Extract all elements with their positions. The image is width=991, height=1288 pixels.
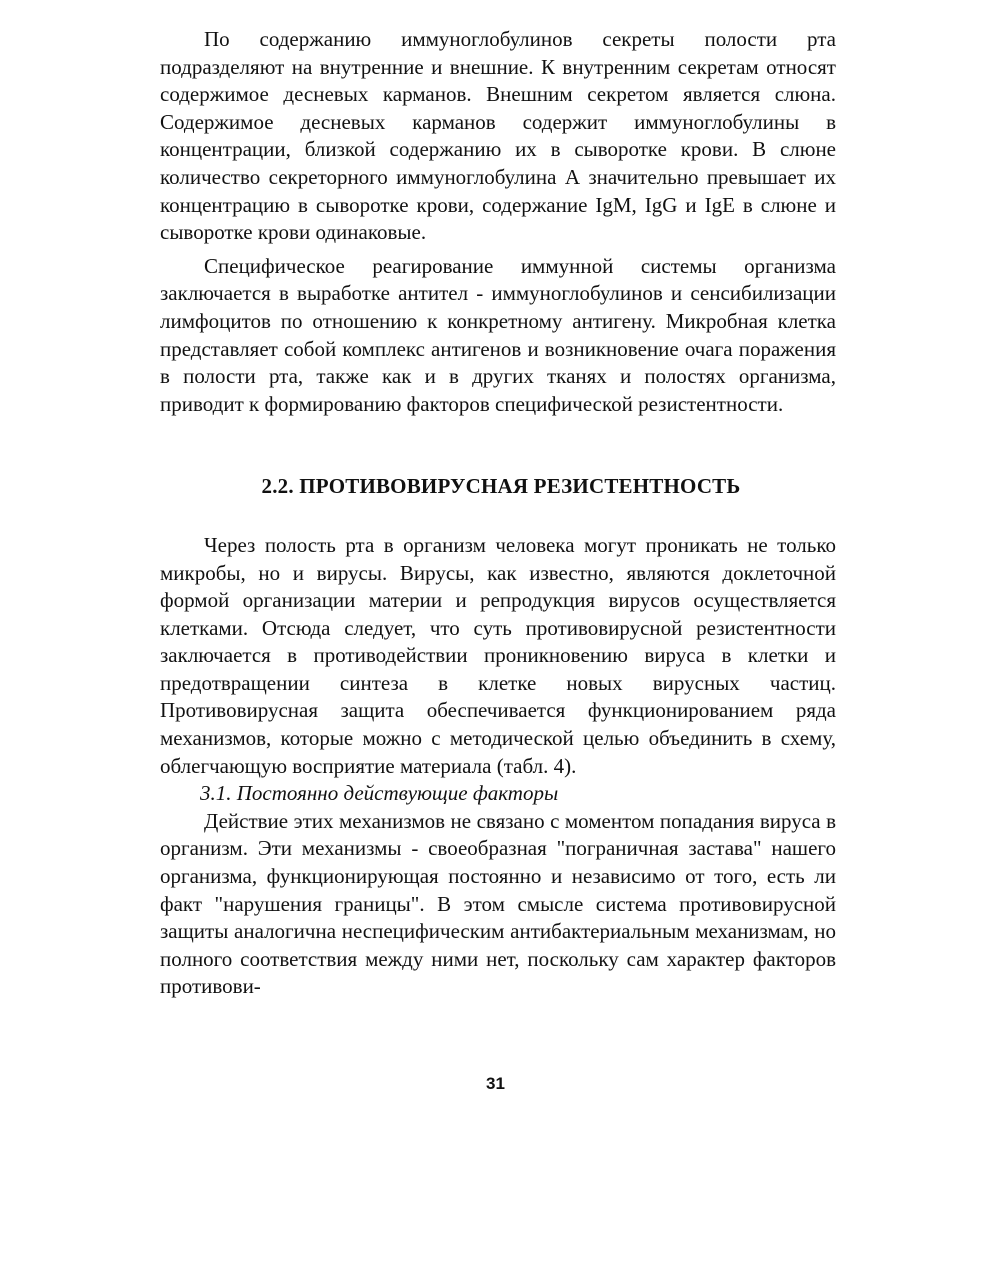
section-heading: 2.2. ПРОТИВОВИРУСНАЯ РЕЗИСТЕНТНОСТЬ [261, 474, 741, 499]
page-number: 31 [486, 1074, 505, 1093]
paragraph-specific-response: Специфическое реагирование иммунной системы организма заключается в выработке антител - иммуноглобулинов и сенсибилизации лимфоцитов по отношению к конкретному антигену. Микробная клетка представляет собой комплекс антигенов и возникновение очага поражения в полости рта, также как и в других тканях и полостях организма, приводит к формированию факторов специфической резистентности. [160, 253, 836, 416]
paragraph-antiviral-resistance: Через полость рта в организм человека могут проникать не только микробы, но и вирусы. Вирусы, как известно, являются доклеточной формой организации материи и репродукция вирусов осуществляется клетками. Отсюда следует, что суть противовирусной резистентности заключается в противодействии проникновению вируса в клетки и предотвращении синтеза в клетке новых вирусных частиц. Противовирусная защита обеспечивается функционированием ряда механизмов, которые можно с методической целью объединить в схему, облегчающую восприятие материала (табл. 4). [160, 532, 836, 778]
subheading-constant-factors: 3.1. Постоянно действующие факторы [200, 781, 559, 806]
paragraph-immunoglobulin-secretions: По содержанию иммуноглобулинов секреты полости рта подразделяют на внутренние и внешние. К внутренним секретам относят содержимое десневых карманов. Внешним секретом является слюна. Содержимое десневых карманов содержит иммуноглобулины в концентрации, близкой содержанию их в сыворотке крови. В слюне количество секреторного иммуноглобулина А значительно превышает их концентрацию в сыворотке крови, содержание IgM, IgG и IgE в слюне и сыворотке крови одинаковые. [160, 27, 836, 245]
paragraph-mechanisms: Действие этих механизмов не связано с моментом попадания вируса в организм. Эти механизмы - своеобразная "пограничная застава" нашего организма, функционирующая постоянно и независимо от того, есть ли факт "нарушения границы". В этом смысле система противовирусной защиты аналогична неспецифическим антибактериальным механизмам, но полного соответствия между ними нет, поскольку сам характер факторов противови- [160, 808, 836, 999]
page-body [160, 26, 836, 1001]
